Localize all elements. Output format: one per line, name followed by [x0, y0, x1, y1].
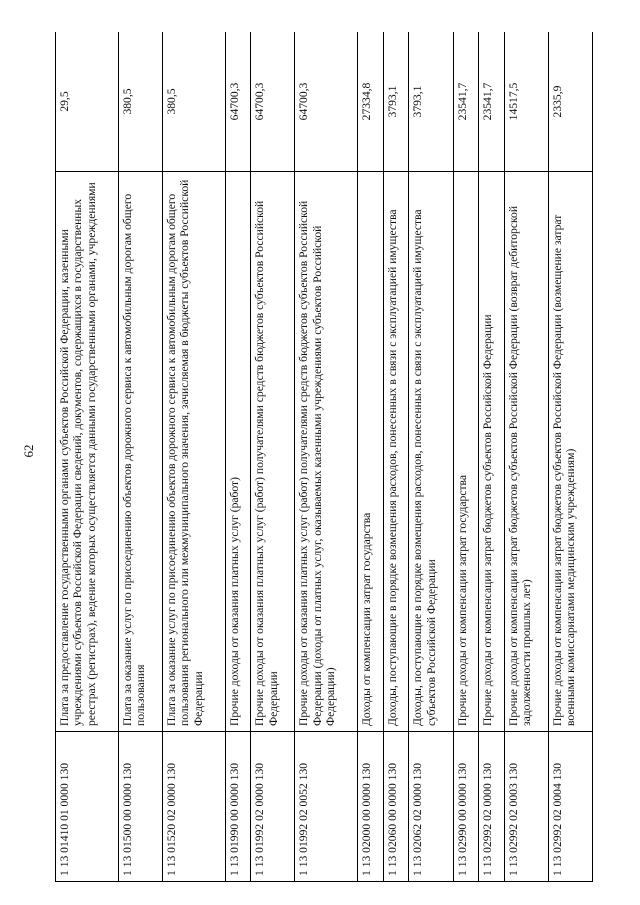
- amount-cell: 64700,3: [225, 32, 251, 172]
- description-cell: Прочие доходы от компенсации затрат государства: [453, 172, 479, 732]
- budget-revenue-table: [55, 32, 593, 882]
- budget-code-cell: 1 13 02992 02 0000 130: [479, 732, 505, 882]
- description-cell: Плата за предоставление государственными органами субъектов Российской Федерации, казенными учреждениями субъектов Российской Федерации сведений, документов, содержащихся в государственных реестрах (регистрах), ведение которых осуществляется данными государственными органами, учреждениями: [56, 172, 119, 732]
- table-row: [479, 32, 505, 882]
- table-row: [162, 32, 225, 882]
- amount-cell: 27334,8: [358, 32, 384, 172]
- table-row: [295, 32, 358, 882]
- page-content: [55, 32, 593, 882]
- table-row: [56, 32, 119, 882]
- budget-code-cell: 1 13 02990 00 0000 130: [453, 732, 479, 882]
- amount-cell: 3793,1: [409, 32, 453, 172]
- budget-code-cell: 1 13 01410 01 0000 130: [56, 732, 119, 882]
- description-cell: Доходы от компенсации затрат государства: [358, 172, 384, 732]
- budget-code-cell: 1 13 01520 02 0000 130: [162, 732, 225, 882]
- table-row: [409, 32, 453, 882]
- amount-cell: 64700,3: [251, 32, 295, 172]
- amount-cell: 380,5: [162, 32, 225, 172]
- description-cell: Прочие доходы от оказания платных услуг (работ) получателями средств бюджетов субъектов Российской Федерации (доходы от платных услуг, оказываемых казенными учреждениями субъектов Российской Федерации): [295, 172, 358, 732]
- amount-cell: 2335,9: [548, 32, 592, 172]
- budget-code-cell: 1 13 02992 02 0003 130: [504, 732, 548, 882]
- page-number: 62: [21, 444, 36, 458]
- table-row: [225, 32, 251, 882]
- description-cell: Прочие доходы от оказания платных услуг (работ) получателями средств бюджетов субъектов Российской Федерации: [251, 172, 295, 732]
- amount-cell: 64700,3: [295, 32, 358, 172]
- description-cell: Прочие доходы от компенсации затрат бюджетов субъектов Российской Федерации (возмещение затрат военными комиссариатами медицинским учреждениям): [548, 172, 592, 732]
- table-row: [358, 32, 384, 882]
- table-row: [453, 32, 479, 882]
- description-cell: Прочие доходы от оказания платных услуг (работ): [225, 172, 251, 732]
- budget-code-cell: 1 13 01500 00 0000 130: [118, 732, 162, 882]
- description-cell: Плата за оказание услуг по присоединению объектов дорожного сервиса к автомобильным дорогам общего пользования: [118, 172, 162, 732]
- table-row: [504, 32, 548, 882]
- table-row: [118, 32, 162, 882]
- budget-code-cell: 1 13 02062 02 0000 130: [409, 732, 453, 882]
- table-row: [251, 32, 295, 882]
- amount-cell: 23541,7: [479, 32, 505, 172]
- amount-cell: 380,5: [118, 32, 162, 172]
- budget-code-cell: 1 13 01990 00 0000 130: [225, 732, 251, 882]
- description-cell: Доходы, поступающие в порядке возмещения расходов, понесенных в связи с эксплуатацией имущества: [383, 172, 409, 732]
- amount-cell: 14517,5: [504, 32, 548, 172]
- amount-cell: 3793,1: [383, 32, 409, 172]
- budget-code-cell: 1 13 02000 00 0000 130: [358, 732, 384, 882]
- table-row: [383, 32, 409, 882]
- description-cell: Плата за оказание услуг по присоединению объектов дорожного сервиса к автомобильным дорогам общего пользования регионального или межмуниципального значения, зачисляемая в бюджеты субъектов Российской Федерации: [162, 172, 225, 732]
- amount-cell: 29,5: [56, 32, 119, 172]
- description-cell: Доходы, поступающие в порядке возмещения расходов, понесенных в связи с эксплуатацией имущества субъектов Российской Федерации: [409, 172, 453, 732]
- description-cell: Прочие доходы от компенсации затрат бюджетов субъектов Российской Федерации: [479, 172, 505, 732]
- description-cell: Прочие доходы от компенсации затрат бюджетов субъектов Российской Федерации (возврат дебиторской задолженности прошлых лет): [504, 172, 548, 732]
- budget-code-cell: 1 13 02060 00 0000 130: [383, 732, 409, 882]
- budget-code-cell: 1 13 01992 02 0052 130: [295, 732, 358, 882]
- budget-code-cell: 1 13 02992 02 0004 130: [548, 732, 592, 882]
- rotated-table-container: [55, 32, 593, 882]
- budget-code-cell: 1 13 01992 02 0000 130: [251, 732, 295, 882]
- table-row: [548, 32, 592, 882]
- amount-cell: 23541,7: [453, 32, 479, 172]
- table-body: [56, 32, 593, 882]
